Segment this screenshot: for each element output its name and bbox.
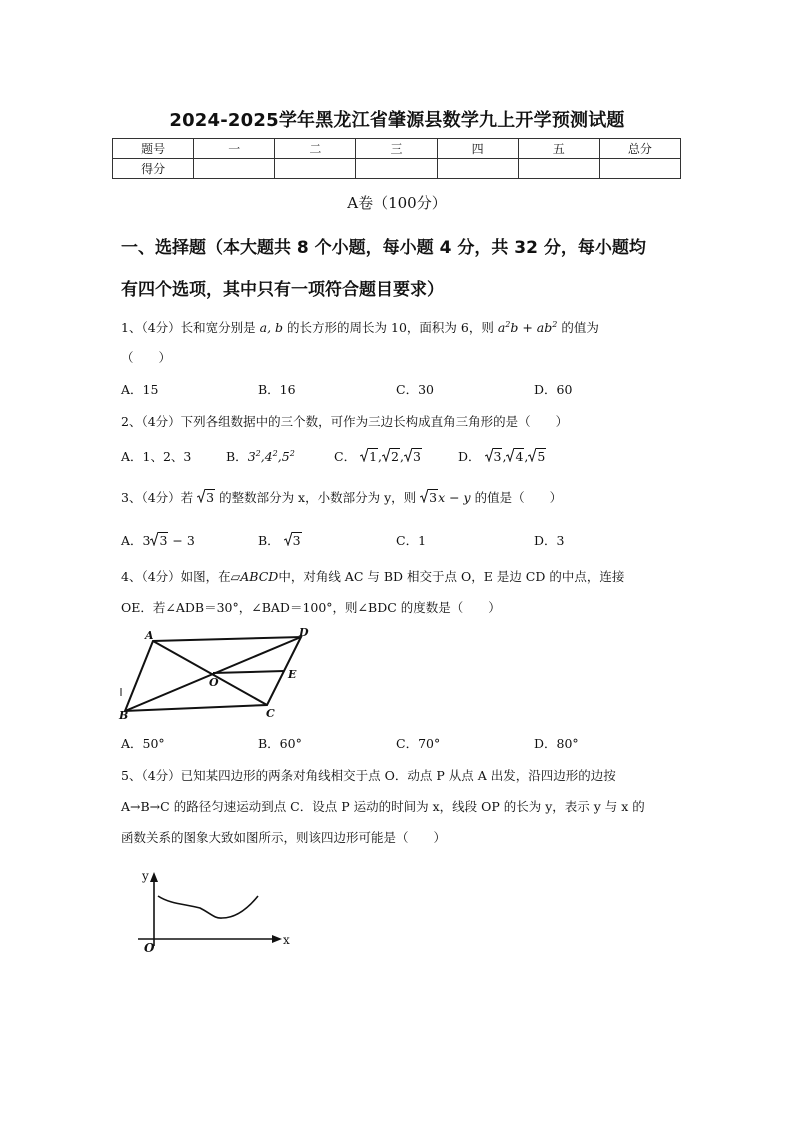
q1-variables: a, b [259,320,284,335]
section-heading-line1: 一、选择题（本大题共 8 个小题，每小题 4 分，共 32 分，每小题均 [121,238,646,258]
point-label-e: E [288,668,297,681]
x-axis-arrow [272,935,282,943]
q1-option-c: C．30 [396,382,434,397]
score-cell [437,159,518,179]
q2-option-a: A．1、2、3 [121,449,192,464]
volume-title: A卷（100分） [347,194,447,212]
q3-option-b: B． 3 [258,533,301,548]
sqrt-sign [528,448,536,462]
score-header-cell: 题号 [113,139,194,159]
sqrt-sign [360,448,368,462]
y-axis-arrow [150,872,158,882]
q1-option-b: B．16 [258,382,296,397]
q1-expression: $a^2b + ab^2$ [497,319,558,335]
axis-label-x: x [283,933,290,947]
diagonal-ac [153,641,267,705]
score-table-score-row [113,159,681,179]
question-3-text: 3、（4分）若 3 的整数部分为 x，小数部分为 y，则 3x − y 的值是（ ） [121,490,563,505]
question-4-line1: 4、（4分）如图，在▱ABCD中，对角线 AC 与 BD 相交于点 O，E 是边 CD 的中点，连接 [121,569,625,584]
score-header-cell: 四 [437,139,518,159]
question-5-line1: 5、（4分）已知某四边形的两条对角线相交于点 O．动点 P 从点 A 出发，沿四边形的边按 [121,768,616,783]
score-cell [518,159,599,179]
question-5-line2: A→B→C 的路径匀速运动到点 C．设点 P 运动的时间为 x，线段 OP 的长为 y，表示 y 与 x 的 [121,799,645,814]
q3-option-a: A．3 3 − 3 [121,533,195,548]
question-5-line3: 函数关系的图象大致如图所示，则该四边形可能是（ ） [121,830,447,845]
score-header-cell: 总分 [599,139,680,159]
q4-option-c: C．70° [396,736,441,751]
score-cell [356,159,437,179]
sqrt-sign [506,448,514,462]
q2-option-b: B．$3^2,4^2,5^2$ [226,448,295,464]
score-table [112,138,681,179]
q1-option-a: A．15 [121,382,159,397]
q4-option-d: D．80° [534,736,579,751]
function-graph [130,866,295,961]
score-header-cell: 五 [518,139,599,159]
graph-curve [158,896,258,918]
score-cell [194,159,275,179]
vertex-label-b: B [119,709,129,722]
sqrt-sign [485,448,493,462]
sqrt-sign [404,448,412,462]
question-4-line2: OE．若∠ADB＝30°，∠BAD＝100°，则∠BDC 的度数是（ ） [121,600,501,615]
score-cell [275,159,356,179]
segment-oe [213,671,284,673]
score-row-label: 得分 [113,159,194,179]
q4-option-b: B．60° [258,736,302,751]
vertex-label-d: D [299,626,309,639]
score-table-header-row [113,139,681,159]
sqrt-sign [382,448,390,462]
origin-label: O [144,941,155,955]
q1-option-d: D．60 [534,382,573,397]
score-header-cell: 二 [275,139,356,159]
q3-option-d: D．3 [534,533,565,548]
axis-label-y: y [142,869,149,883]
sqrt-sign [150,532,158,546]
q4-option-a: A．50° [121,736,165,751]
page-title: 2024-2025学年黑龙江省肇源县数学九上开学预测试题 [169,110,625,131]
sqrt-sign [420,489,428,503]
score-header-cell: 三 [356,139,437,159]
q2-option-c: C． 1, 2, 3 [334,449,421,464]
score-cell [599,159,680,179]
diagonal-bd [125,637,301,711]
vertex-label-c: C [266,707,275,720]
question-1-answer-paren: （ ） [121,350,172,365]
question-2-text: 2、（4分）下列各组数据中的三个数，可作为三边长构成直角三角形的是（ ） [121,414,569,429]
parallelogram-figure [115,626,315,722]
point-label-o: O [209,676,219,689]
vertex-label-a: A [145,629,154,642]
q2-option-d: D． 3, 4, 5 [458,449,546,464]
sqrt-sign [284,532,292,546]
section-heading-line2: 有四个选项，其中只有一项符合题目要求） [121,280,444,300]
sqrt-sign [197,489,205,503]
q3-option-c: C．1 [396,533,427,548]
score-header-cell: 一 [194,139,275,159]
question-1-text: 1、（4分）长和宽分别是 a, b 的长方形的周长为 10，面积为 6，则 $a^2b + ab^2$ 的值为 [121,319,599,335]
